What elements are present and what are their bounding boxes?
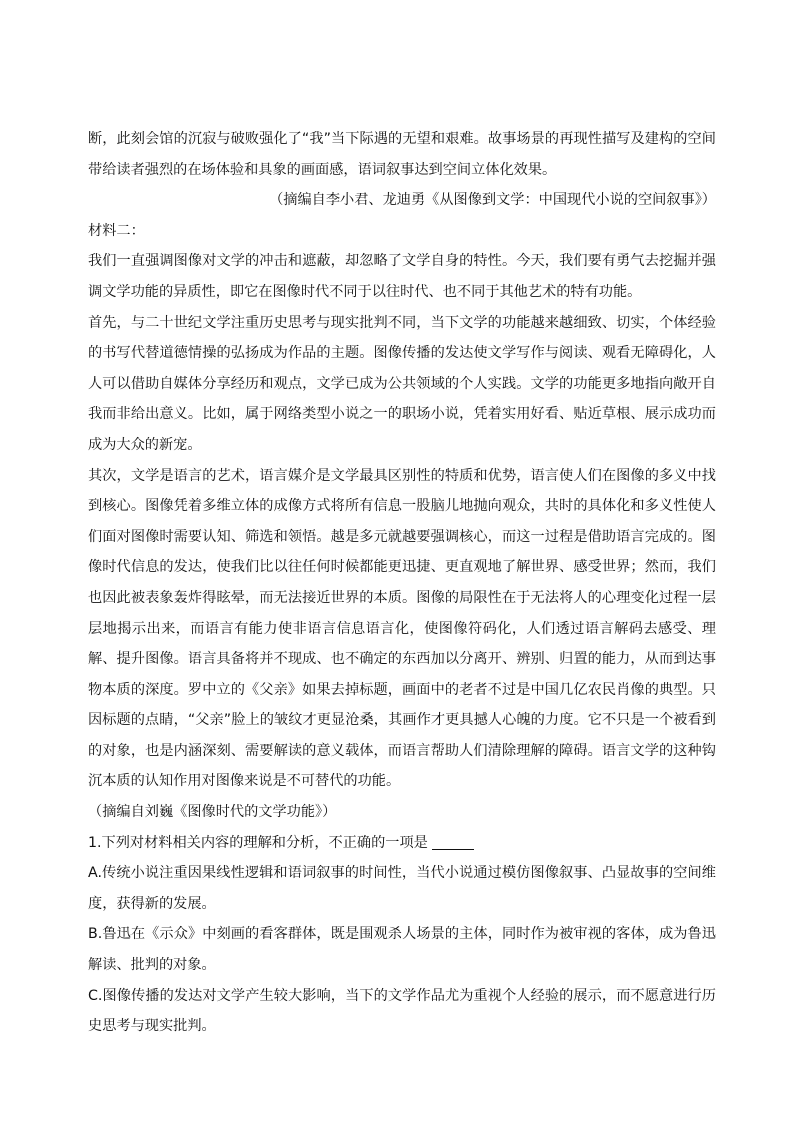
document-page	[88, 124, 716, 1042]
material2-paragraph-1: 我们一直强调图像对文学的冲击和遮蔽，却忽略了文学自身的特性。今天，我们要有勇气去挖掘并强调文学功能的异质性，即它在图像时代不同于以往时代、也不同于其他艺术的特有功能。	[88, 253, 716, 300]
material2-paragraph-3: 其次，文学是语言的艺术，语言媒介是文学最具区别性的特质和优势，语言使人们在图像的多义中找到核心。图像凭着多维立体的成像方式将所有信息一股脑儿地抛向观众，共时的具体化和多义性使人们面对图像时需要认知、筛选和领悟。越是多元就越要强调核心，而这一过程是借助语言完成的。图像时代信息的发达，使我们比以往任何时候都能更迅捷、更直观地了解世界、感受世界；然而，我们也因此被表象轰炸得眩晕，而无法接近世界的本质。图像的局限性在于无法将人的心理变化过程一层层地揭示出来，而语言有能力使非语言信息语言化，使图像符码化，人们透过语言解码去感受、理解、提升图像。语言具备将并不现成、也不确定的东西加以分离开、辨别、归置的能力，从而到达事物本质的深度。罗中立的《父亲》如果去掉标题，画面中的老者不过是中国几亿农民肖像的典型。只因标题的点睛，“父亲”脸上的皱纹才更显沧桑，其画作才更具撼人心魄的力度。它不只是一个被看到的对象，也是内涵深刻、需要解读的意义载体，而语言帮助人们清除理解的障碍。语言文学的这种钩沉本质的认知作用对图像来说是不可替代的功能。	[88, 467, 716, 790]
question-1	[88, 828, 716, 859]
material2-paragraph-2: 首先，与二十世纪文学注重历史思考与现实批判不同，当下文学的功能越来越细致、切实，个体经验的书写代替道德情操的弘扬成为作品的主题。图像传播的发达使文学写作与阅读、观看无障碍化，人人可以借助自媒体分享经历和观点，文学已成为公共领域的个人实践。文学的功能更多地指向敞开自我而非给出意义。比如，属于网络类型小说之一的职场小说，凭着实用好看、贴近草根、展示成功而成为大众的新宠。	[88, 314, 716, 453]
material2-title: 材料二：	[88, 222, 145, 239]
option-c: C.图像传播的发达对文学产生较大影响，当下的文学作品尤为重视个人经验的展示，而不愿意进行历史思考与现实批判。	[88, 987, 716, 1035]
material2-source: （摘编自刘巍《图像时代的文学功能》）	[88, 804, 337, 821]
option-a: A.传统小说注重因果线性逻辑和语词叙事的时间性，当代小说通过模仿图像叙事、凸显故事的空间维度，获得新的发展。	[88, 865, 716, 912]
material1-source: （摘编自李小君、龙迪勇《从图像到文学：中国现代小说的空间叙事》）	[269, 192, 716, 209]
material1-tail-paragraph: 断，此刻会馆的沉寂与破败强化了“我”当下际遇的无望和艰难。故事场景的再现性描写及建构的空间带给读者强烈的在场体验和具象的画面感，语词叙事达到空间立体化效果。	[88, 131, 716, 178]
option-b: B.鲁迅在《示众》中刻画的看客群体，既是围观杀人场景的主体，同时作为被审视的客体，成为鲁迅解读、批判的对象。	[88, 926, 716, 974]
question-1-stem: 1.下列对材料相关内容的理解和分析，不正确的一项是	[88, 834, 428, 851]
answer-blank	[432, 848, 474, 850]
